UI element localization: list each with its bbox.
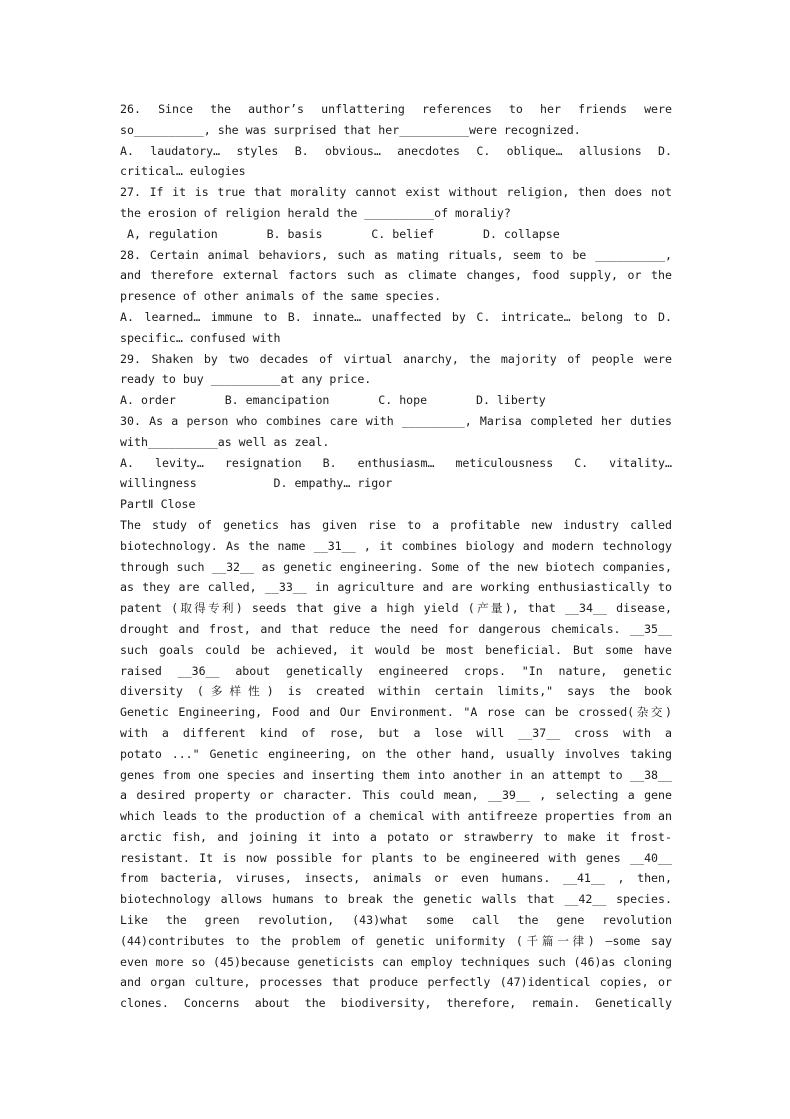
question-stem-line: 28. Certain animal behaviors, such as mating rituals, seem to be __________, <box>120 247 672 262</box>
question-stem-line: so__________, she was surprised that her__________were recognized. <box>120 122 581 137</box>
question-options-line: A. levity… resignation B. enthusiasm… meticulousness C. vitality… <box>120 455 672 470</box>
passage-line: (44)contributes to the problem of genetic uniformity (千篇一律) –some say <box>120 933 672 948</box>
passage-line: Like the green revolution, (43)what some call the gene revolution <box>120 913 672 928</box>
question-options-line: critical… eulogies <box>120 164 246 179</box>
question-options-line: A, regulation B. basis C. belief D. collapse <box>120 226 560 241</box>
passage-line: arctic fish, and joining it into a potato or strawberry to make it frost- <box>120 829 672 844</box>
question-stem-line: 30. As a person who combines care with _________, Marisa completed her duties <box>120 413 672 428</box>
question-26 <box>120 99 672 182</box>
question-options-line: willingness D. empathy… rigor <box>120 476 393 491</box>
passage-line: biotechnology. As the name __31__ , it combines biology and modern technology <box>120 538 672 553</box>
question-options-line: A. laudatory… styles B. obvious… anecdotes C. oblique… allusions D. <box>120 143 672 158</box>
passage-line: The study of genetics has given rise to a profitable new industry called <box>120 517 672 532</box>
passage-line: a desired property or character. This could mean, __39__ , selecting a gene <box>120 788 672 803</box>
question-stem-line: 29. Shaken by two decades of virtual anarchy, the majority of people were <box>120 351 672 366</box>
question-stem-line: 27. If it is true that morality cannot exist without religion, then does not <box>120 185 672 200</box>
question-options-line: A. order B. emancipation C. hope D. liberty <box>120 393 546 408</box>
question-28 <box>120 245 672 349</box>
document-page <box>120 99 672 1014</box>
passage-line: from bacteria, viruses, insects, animals or even humans. __41__ , then, <box>120 871 672 886</box>
question-options-line: A. learned… immune to B. innate… unaffected by C. intricate… belong to D. <box>120 309 672 324</box>
question-stem-line: ready to buy __________at any price. <box>120 372 372 387</box>
passage-line: through such __32__ as genetic engineering. Some of the new biotech companies, <box>120 559 672 574</box>
passage-line: and organ culture, processes that produce perfectly (47)identical copies, or <box>120 975 672 990</box>
question-stem-line: and therefore external factors such as climate changes, food supply, or the <box>120 268 672 283</box>
passage-line: potato ..." Genetic engineering, on the other hand, usually involves taking <box>120 746 672 761</box>
question-stem-line: with__________as well as zeal. <box>120 434 330 449</box>
passage-line: drought and frost, and that reduce the need for dangerous chemicals. __35__ <box>120 621 672 636</box>
question-stem-line: presence of other animals of the same species. <box>120 289 442 304</box>
passage-line: patent (取得专利) seeds that give a high yield (产量), that __34__ disease, <box>120 601 672 616</box>
passage-line: which leads to the production of a chemical with antifreeze properties from an <box>120 809 672 824</box>
passage-line: resistant. It is now possible for plants to be engineered with genes __40__ <box>120 850 672 865</box>
passage-line: as they are called, __33__ in agriculture and are working enthusiastically to <box>120 580 672 595</box>
question-30 <box>120 411 672 494</box>
passage-line: raised __36__ about genetically engineered crops. "In nature, genetic <box>120 663 672 678</box>
passage-line: with a different kind of rose, but a lose will __37__ cross with a <box>120 725 672 740</box>
question-stem-line: the erosion of religion herald the __________of moraliy? <box>120 205 511 220</box>
question-stem-line: 26. Since the author’s unflattering references to her friends were <box>120 102 672 116</box>
passage-line: genes from one species and inserting them into another in an attempt to __38__ <box>120 767 672 782</box>
passage-line: Genetic Engineering, Food and Our Environment. "A rose can be crossed(杂交) <box>120 705 672 720</box>
passage-line: such goals could be achieved, it would be most beneficial. But some have <box>120 642 672 657</box>
question-options-line: specific… confused with <box>120 330 281 345</box>
passage-line: diversity (多样性) is created within certain limits," says the book <box>120 684 672 699</box>
passage-line: clones. Concerns about the biodiversity, therefore, remain. Genetically <box>120 996 672 1011</box>
passage-line: even more so (45)because geneticists can employ techniques such (46)as cloning <box>120 954 672 969</box>
question-27 <box>120 182 672 244</box>
passage-line: biotechnology allows humans to break the genetic walls that __42__ species. <box>120 892 672 907</box>
cloze-passage <box>120 515 672 1014</box>
question-29 <box>120 349 672 411</box>
part-title: PartⅡ Close <box>120 497 196 512</box>
